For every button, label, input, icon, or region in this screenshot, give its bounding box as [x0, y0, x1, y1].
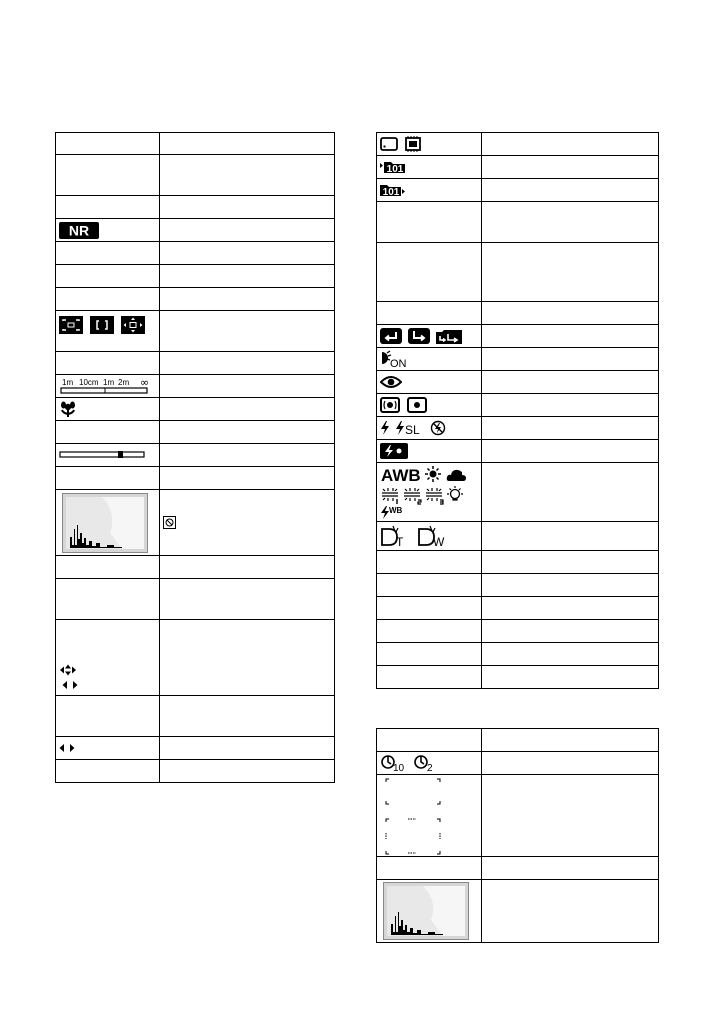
- daylight-icon: [425, 466, 441, 482]
- self-timer-10-icon: [380, 754, 408, 772]
- fluorescent-1-icon: [382, 488, 398, 504]
- cell: [482, 597, 659, 620]
- cell: [56, 696, 160, 737]
- folder-number-label: 101: [386, 164, 404, 174]
- cell: [160, 421, 335, 444]
- cell: [377, 522, 482, 551]
- cell: [482, 417, 659, 440]
- right-indicator-table: [376, 132, 659, 689]
- cell: [160, 352, 335, 375]
- cell: [377, 202, 482, 243]
- cell: [482, 325, 659, 348]
- cell: [482, 371, 659, 394]
- fluorescent-2-icon: [404, 488, 421, 504]
- flash-slow-label: SL: [405, 423, 420, 436]
- flash-wb-icon: [381, 506, 403, 519]
- white-balance-auto-label: AWB: [381, 465, 421, 485]
- cell: [56, 219, 160, 242]
- cell: [482, 348, 659, 371]
- tele-label: T: [396, 535, 404, 547]
- noise-reduction-label: NR: [68, 222, 90, 238]
- cell: [160, 265, 335, 288]
- cell: [482, 729, 659, 752]
- focus-scale-label: 2m: [118, 378, 130, 387]
- metering-spot-icon: [407, 397, 427, 413]
- prohibit-icon: [163, 516, 176, 529]
- cell: [56, 760, 160, 783]
- cell: [160, 490, 335, 556]
- cell: [482, 880, 659, 943]
- cell: [56, 556, 160, 579]
- cell: [482, 463, 659, 522]
- cell: [377, 417, 482, 440]
- histogram-thumbnail: [383, 882, 469, 940]
- cell: [377, 597, 482, 620]
- cell: [56, 242, 160, 265]
- cell: [482, 156, 659, 179]
- af-center-icon: [90, 316, 114, 334]
- cell: [482, 202, 659, 243]
- cell: [482, 179, 659, 202]
- cell: [160, 444, 335, 467]
- cell: [160, 219, 335, 242]
- cell: [482, 394, 659, 417]
- cell: [56, 288, 160, 311]
- cell: [56, 311, 160, 352]
- eye-icon: [380, 375, 402, 389]
- memory-card-icon: [380, 137, 398, 151]
- cell: [377, 752, 482, 775]
- cell: [160, 242, 335, 265]
- cell: [482, 666, 659, 689]
- af-flexible-spot-icon: [121, 316, 145, 334]
- focus-scale-label: 1m: [103, 378, 115, 387]
- metering-multi-icon: [380, 397, 400, 413]
- cell: [160, 620, 335, 696]
- wide-label: W: [433, 535, 445, 547]
- cell: [160, 311, 335, 352]
- cell: [377, 179, 482, 202]
- cell: [377, 551, 482, 574]
- self-timer-10-label: 10: [393, 763, 405, 772]
- cell: [482, 643, 659, 666]
- right-indicator-table-2: [376, 728, 659, 943]
- cell: [160, 760, 335, 783]
- cell: [56, 444, 160, 467]
- cell: [377, 620, 482, 643]
- cell: [160, 196, 335, 219]
- cell: [377, 440, 482, 463]
- cell: [377, 643, 482, 666]
- cell: [160, 556, 335, 579]
- red-eye-on-label: ON: [390, 358, 407, 368]
- focus-scale-label: ∞: [140, 376, 150, 389]
- cell: [160, 398, 335, 421]
- left-right-arrows-icon: [62, 680, 78, 690]
- cell: [56, 352, 160, 375]
- cell: [377, 857, 482, 880]
- flash-slow-sync-icon: [395, 420, 425, 436]
- cell: [482, 857, 659, 880]
- cell: [160, 737, 335, 760]
- flash-off-icon: [430, 420, 446, 436]
- focus-scale-label: 10cm: [79, 378, 99, 387]
- focus-scale-label: 1m: [62, 378, 74, 387]
- focus-distance-scale-icon: [58, 376, 154, 396]
- self-timer-2-icon: [413, 754, 437, 772]
- cell: [56, 421, 160, 444]
- red-eye-on-icon: [380, 350, 414, 368]
- cell: [377, 574, 482, 597]
- record-return-icon: [408, 328, 430, 344]
- cell: [482, 620, 659, 643]
- cell: [160, 579, 335, 620]
- internal-memory-icon: [404, 136, 422, 152]
- macro-icon: [59, 400, 77, 418]
- cell: [56, 467, 160, 490]
- cell: [482, 133, 659, 156]
- cell: [377, 880, 482, 943]
- fluorescent-3-icon: [426, 488, 443, 504]
- exposure-bar-icon: [59, 450, 147, 460]
- cell: [56, 375, 160, 398]
- cell: [482, 302, 659, 325]
- cell: [56, 398, 160, 421]
- cell: [56, 579, 160, 620]
- cell: [56, 265, 160, 288]
- cell: [160, 375, 335, 398]
- wb-flash-label: WB: [389, 505, 403, 515]
- flash-auto-icon: [380, 420, 390, 436]
- review-icon: [380, 328, 402, 344]
- cell: [160, 133, 335, 155]
- cell: [482, 243, 659, 302]
- cell: [482, 752, 659, 775]
- left-indicator-table: [55, 132, 335, 783]
- cell: [377, 394, 482, 417]
- flash-charging-icon: [380, 443, 408, 459]
- multi-selector-icon: [59, 664, 77, 676]
- cell: [160, 155, 335, 196]
- cell: [377, 348, 482, 371]
- cell: [160, 696, 335, 737]
- cloudy-icon: [447, 469, 466, 480]
- cell: [377, 302, 482, 325]
- cell: [160, 288, 335, 311]
- af-range-finder-frames: [379, 777, 445, 855]
- zoom-wide-icon: [417, 525, 447, 547]
- cell: [377, 325, 482, 348]
- cell: [377, 133, 482, 156]
- cell: [377, 775, 482, 857]
- cell: [482, 551, 659, 574]
- white-balance-icons: [380, 465, 480, 520]
- cell: [377, 729, 482, 752]
- folder-number-label: 101: [382, 187, 400, 197]
- cell: [482, 522, 659, 551]
- cell: [377, 666, 482, 689]
- record-folder-icon: [380, 160, 406, 174]
- zoom-tele-icon: [380, 525, 408, 547]
- cell: [377, 371, 482, 394]
- cell: [160, 467, 335, 490]
- incandescent-icon: [447, 486, 463, 500]
- self-timer-2-label: 2: [427, 763, 433, 772]
- noise-reduction-icon: [59, 222, 99, 239]
- cell: [56, 155, 160, 196]
- cell: [56, 620, 160, 696]
- cell: [56, 490, 160, 556]
- cell: [482, 440, 659, 463]
- left-right-arrows-icon: [59, 743, 75, 753]
- cell: [377, 243, 482, 302]
- cell: [482, 775, 659, 857]
- af-multi-area-icon: [59, 316, 83, 334]
- cell: [56, 196, 160, 219]
- playback-folder-icon: [380, 183, 406, 197]
- cell: [377, 156, 482, 179]
- cell: [56, 737, 160, 760]
- cell: [56, 133, 160, 155]
- histogram-thumbnail: [62, 493, 148, 553]
- cell: [482, 574, 659, 597]
- cell: [377, 463, 482, 522]
- burst-return-icon: [436, 328, 462, 344]
